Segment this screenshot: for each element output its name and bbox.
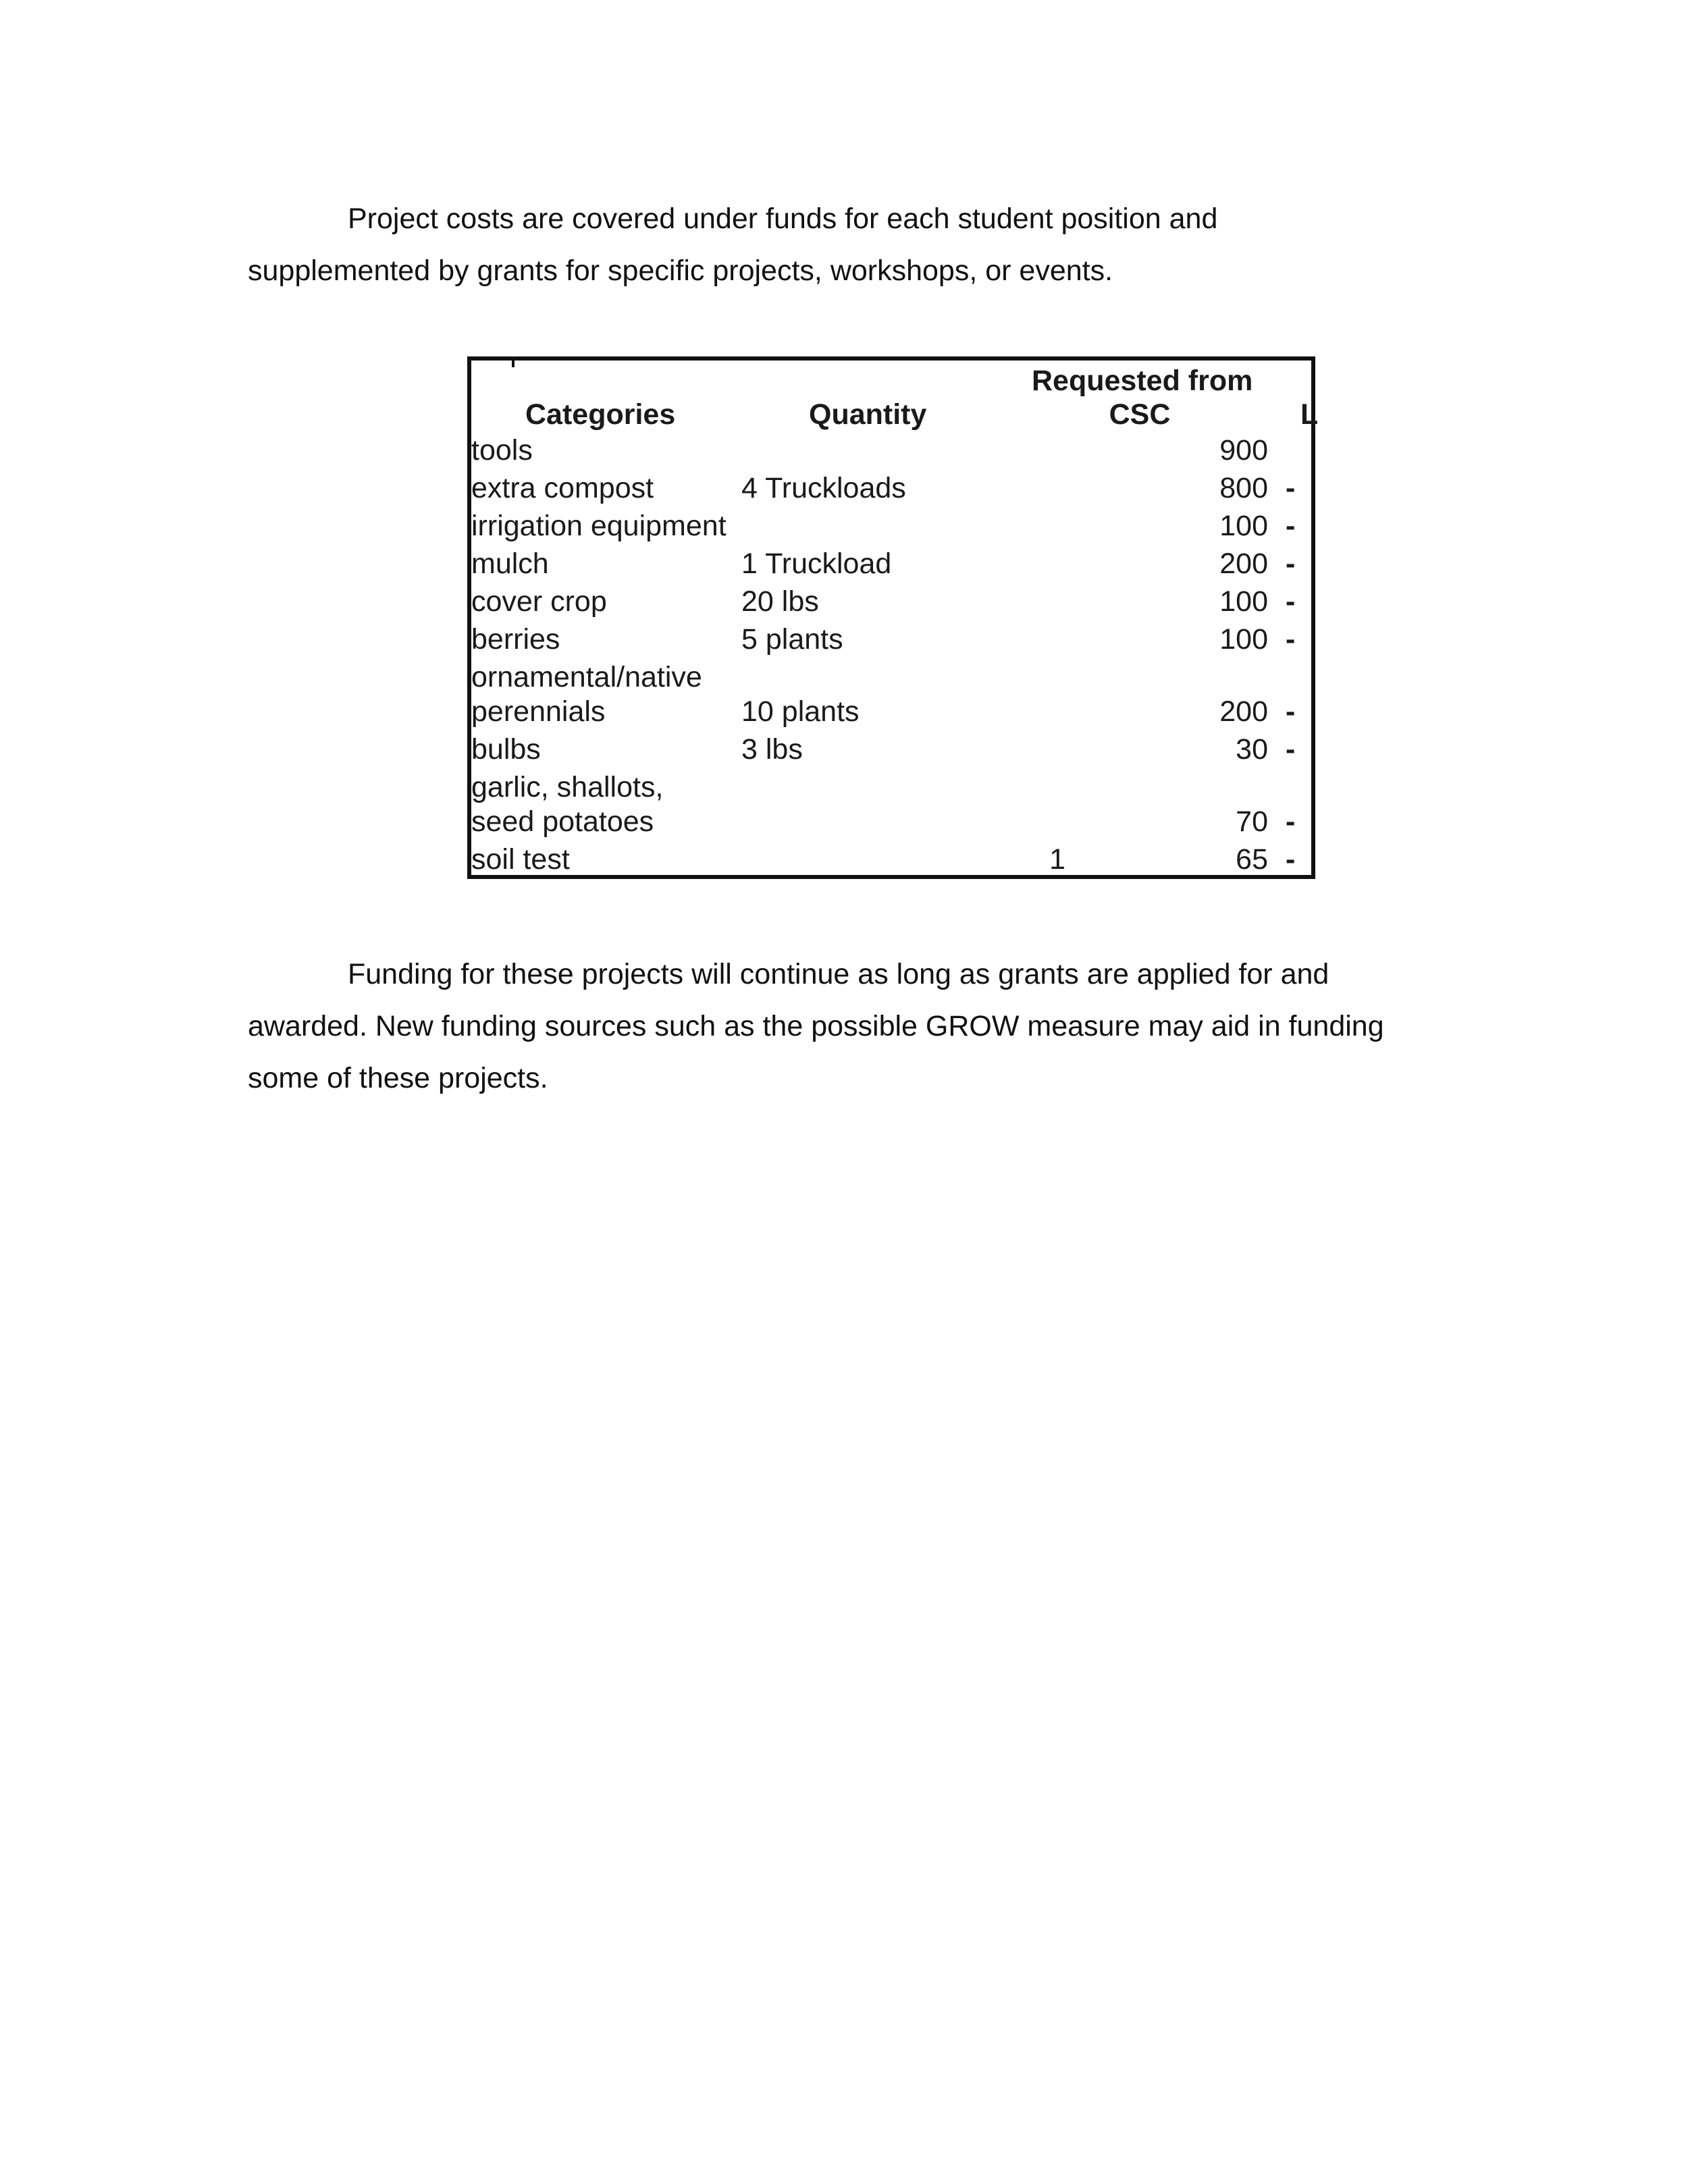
cell-dash: - bbox=[1286, 472, 1296, 504]
cell-category: extra compost bbox=[471, 472, 654, 504]
cell-dash: - bbox=[1286, 510, 1296, 542]
paragraph-line: Funding for these projects will continue as long as grants are applied for and bbox=[348, 958, 1329, 990]
cell-requested: 30 bbox=[1236, 733, 1268, 766]
cell-category: perennials bbox=[471, 695, 606, 728]
paragraph-line: supplemented by grants for specific projects, workshops, or events. bbox=[248, 255, 1113, 287]
cell-quantity: 4 Truckloads bbox=[741, 472, 906, 504]
cell-category: ornamental/native bbox=[471, 661, 702, 693]
header-clipped: L bbox=[1300, 398, 1319, 431]
cell-requested: 65 bbox=[1236, 843, 1268, 876]
clipped-mark bbox=[512, 361, 515, 367]
cell-category: garlic, shallots, bbox=[471, 771, 664, 803]
cell-dash: - bbox=[1286, 695, 1296, 728]
cell-quantity: 10 plants bbox=[741, 695, 860, 728]
cell-requested: 200 bbox=[1219, 695, 1268, 728]
header-categories: Categories bbox=[525, 398, 676, 431]
cell-dash: - bbox=[1286, 805, 1296, 838]
cell-extra: 1 bbox=[1049, 843, 1065, 876]
cell-category: cover crop bbox=[471, 585, 607, 618]
cell-category: bulbs bbox=[471, 733, 541, 766]
cell-dash: - bbox=[1286, 548, 1296, 580]
cell-requested: 100 bbox=[1219, 623, 1268, 656]
cell-quantity: 1 Truckload bbox=[741, 548, 892, 580]
cell-category: berries bbox=[471, 623, 560, 656]
paragraph-line: Project costs are covered under funds for each student position and bbox=[348, 203, 1218, 235]
cell-requested: 100 bbox=[1219, 585, 1268, 618]
cell-category: soil test bbox=[471, 843, 570, 876]
cell-dash: - bbox=[1286, 733, 1296, 766]
cell-requested: 200 bbox=[1219, 548, 1268, 580]
cell-quantity: 5 plants bbox=[741, 623, 843, 656]
cell-quantity: 3 lbs bbox=[741, 733, 803, 766]
cell-requested: 800 bbox=[1219, 472, 1268, 504]
paragraph-line: some of these projects. bbox=[248, 1062, 548, 1094]
cell-category: seed potatoes bbox=[471, 805, 654, 838]
cell-category: tools bbox=[471, 434, 533, 467]
cell-requested: 900 bbox=[1219, 434, 1268, 467]
cell-dash: - bbox=[1286, 585, 1296, 618]
funding-paragraph bbox=[248, 949, 1463, 1104]
header-requested: Requested from bbox=[1032, 365, 1253, 397]
intro-paragraph bbox=[248, 193, 1463, 297]
budget-table bbox=[467, 356, 1319, 879]
header-quantity: Quantity bbox=[809, 398, 927, 431]
cell-requested: 70 bbox=[1236, 805, 1268, 838]
cell-requested: 100 bbox=[1219, 510, 1268, 542]
cell-quantity: 20 lbs bbox=[741, 585, 819, 618]
cell-dash: - bbox=[1286, 623, 1296, 656]
cell-category: mulch bbox=[471, 548, 549, 580]
header-requested-line-2: CSC bbox=[1109, 398, 1171, 431]
cell-category: irrigation equipment bbox=[471, 510, 727, 542]
paragraph-line: awarded. New funding sources such as the possible GROW measure may aid in funding bbox=[248, 1010, 1384, 1042]
cell-dash: - bbox=[1286, 843, 1296, 876]
